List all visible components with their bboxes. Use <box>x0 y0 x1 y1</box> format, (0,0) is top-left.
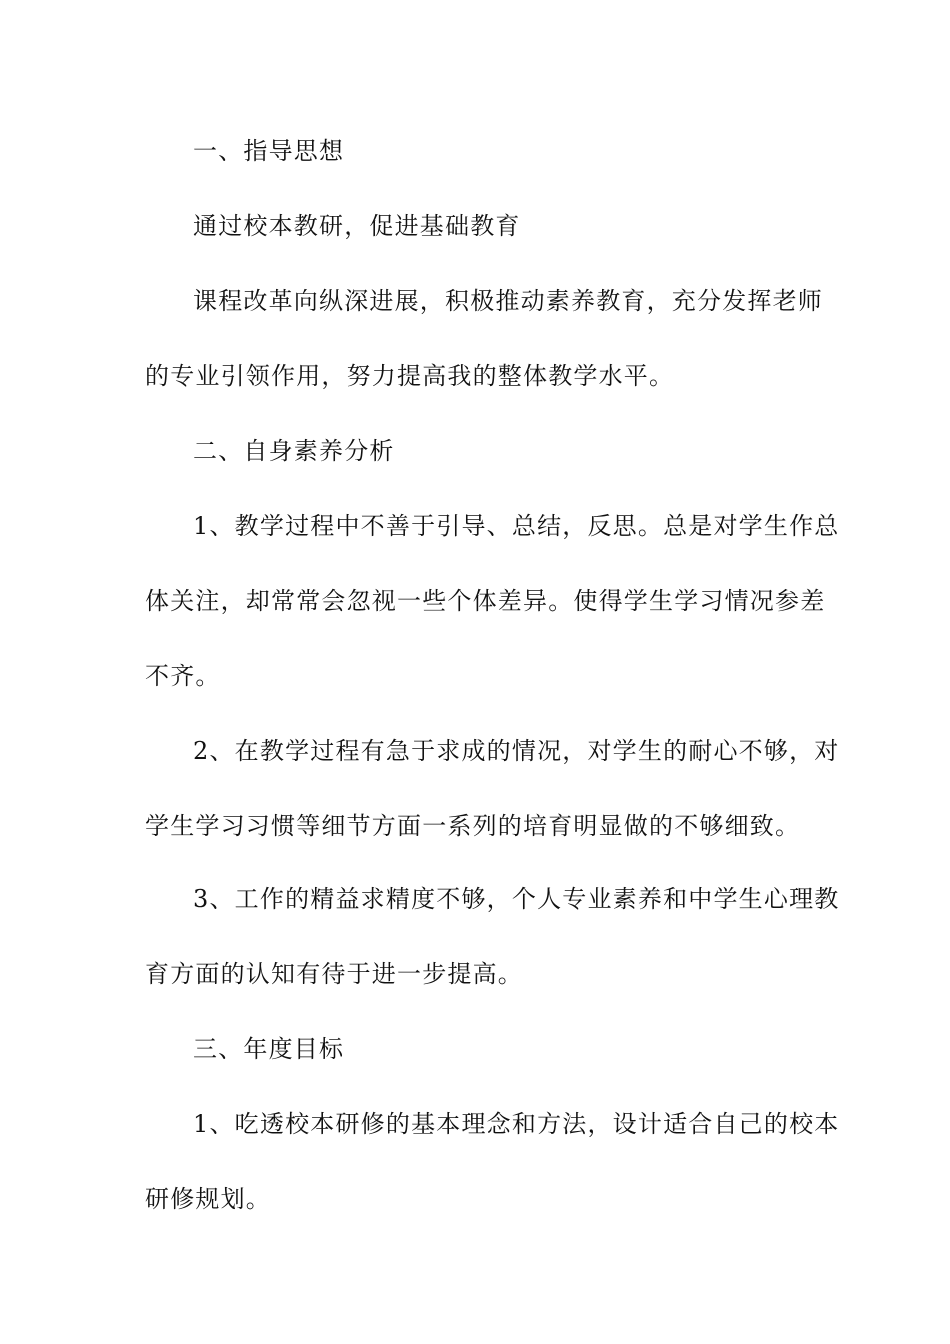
list-item-line: 研修规划。 <box>145 1185 271 1213</box>
list-item-line: 1、教学过程中不善于引导、总结，反思。总是对学生作总 <box>193 512 840 540</box>
paragraph-line: 的专业引领作用，努力提高我的整体教学水平。 <box>145 362 675 390</box>
paragraph-line: 通过校本教研，促进基础教育 <box>193 212 521 240</box>
section-heading-annual-goals: 三、年度目标 <box>193 1035 345 1063</box>
section-heading-guiding-ideology: 一、指导思想 <box>193 137 345 165</box>
paragraph-line: 课程改革向纵深进展，积极推动素养教育，充分发挥老师 <box>193 287 823 315</box>
section-heading-self-analysis: 二、自身素养分析 <box>193 437 395 465</box>
list-item-line: 学生学习习惯等细节方面一系列的培育明显做的不够细致。 <box>145 812 801 840</box>
list-item-line: 育方面的认知有待于进一步提高。 <box>145 960 523 988</box>
list-item-line: 体关注，却常常会忽视一些个体差异。使得学生学习情况参差 <box>145 587 826 615</box>
list-item-line: 3、工作的精益求精度不够，个人专业素养和中学生心理教 <box>193 885 840 913</box>
list-item-line: 1、吃透校本研修的基本理念和方法，设计适合自己的校本 <box>193 1110 840 1138</box>
list-item-line: 2、在教学过程有急于求成的情况，对学生的耐心不够，对 <box>193 737 840 765</box>
list-item-line: 不齐。 <box>145 662 221 690</box>
